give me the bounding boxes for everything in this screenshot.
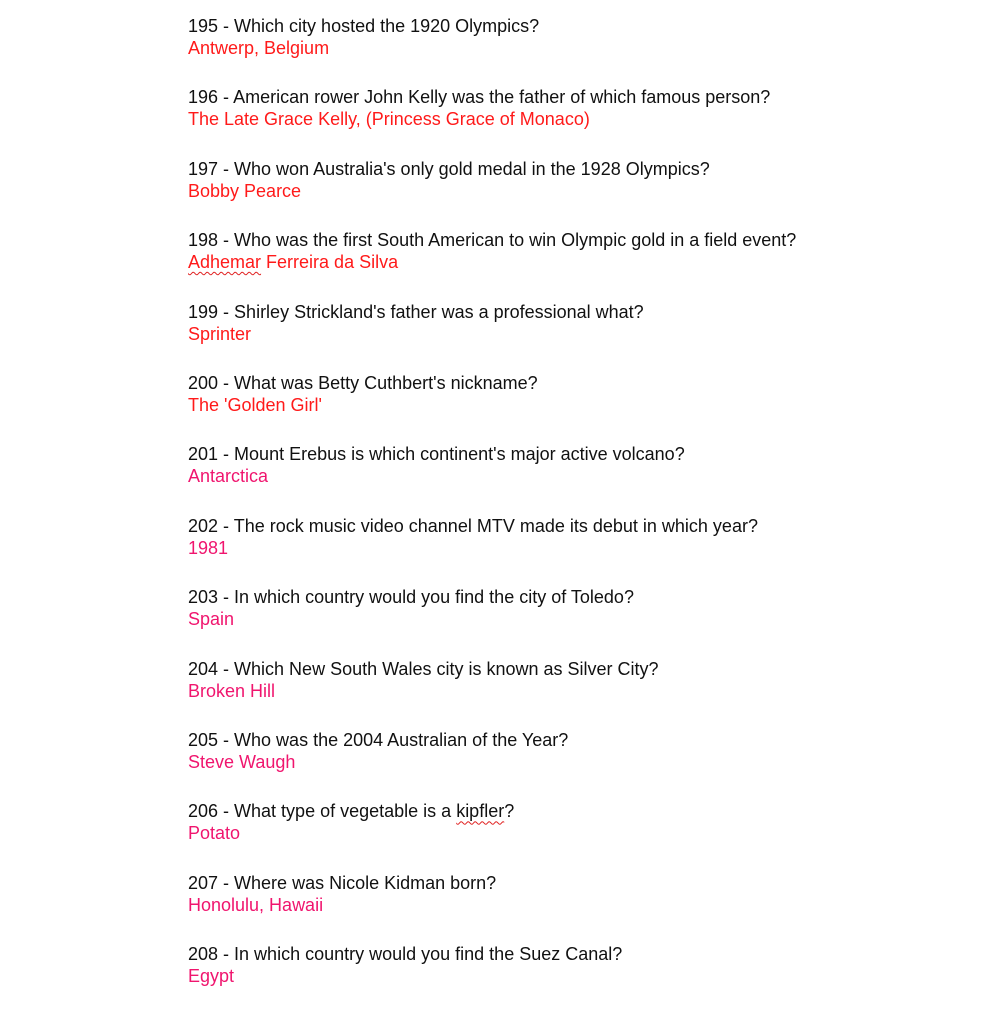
question-body: In which country would you find the city of Toledo? xyxy=(234,587,634,608)
question-number: 198 xyxy=(188,230,219,251)
question-body-end: ? xyxy=(504,801,515,822)
question-body: Who was the 2004 Australian of the Year? xyxy=(234,729,569,750)
quiz-item-199 xyxy=(188,301,988,372)
quiz-item-197 xyxy=(188,158,988,229)
quiz-item-195 xyxy=(188,15,988,86)
question-number: 204 xyxy=(188,658,219,679)
question-text: 201 - Mount Erebus is which continent's major active volcano? xyxy=(188,444,685,465)
quiz-item-204 xyxy=(188,658,988,729)
spellcheck-flagged-word[interactable]: Adhemar xyxy=(188,252,262,273)
question-number: 202 xyxy=(188,515,219,536)
question-number: 197 xyxy=(188,158,219,179)
question-number: 207 xyxy=(188,872,219,893)
question-number: 199 xyxy=(188,301,219,322)
question-text: 200 - What was Betty Cuthbert's nickname? xyxy=(188,372,538,393)
question-number: 201 xyxy=(188,444,219,465)
answer-text: Egypt xyxy=(188,966,235,987)
answer-text: Steve Waugh xyxy=(188,751,296,772)
quiz-item-198 xyxy=(188,229,988,300)
question-number: 206 xyxy=(188,801,219,822)
answer-text: 1981 xyxy=(188,537,229,558)
answer-text: Honolulu, Hawaii xyxy=(188,894,324,915)
quiz-item-206 xyxy=(188,800,988,871)
question-text: 199 - Shirley Strickland's father was a professional what? xyxy=(188,301,644,322)
question-number: 205 xyxy=(188,729,219,750)
question-body: Which city hosted the 1920 Olympics? xyxy=(234,16,540,36)
quiz-item-196 xyxy=(188,86,988,157)
quiz-item-200 xyxy=(188,372,988,443)
answer-text: Spain xyxy=(188,609,235,630)
question-text: 196 - American rower John Kelly was the father of which famous person? xyxy=(188,87,771,108)
question-body: In which country would you find the Suez Canal? xyxy=(234,944,623,965)
answer-text: The 'Golden Girl' xyxy=(188,394,322,415)
question-text: 208 - In which country would you find the Suez Canal? xyxy=(188,944,623,965)
answer-text: Bobby Pearce xyxy=(188,180,302,201)
answer-text: Sprinter xyxy=(188,323,252,344)
question-number: 195 xyxy=(188,16,219,36)
question-text: 195 - Which city hosted the 1920 Olympics? xyxy=(188,16,540,36)
question-body: American rower John Kelly was the father of which famous person? xyxy=(233,87,771,108)
quiz-item-207 xyxy=(188,872,988,943)
question-number: 208 xyxy=(188,944,219,965)
question-body-start: What type of vegetable is a xyxy=(234,801,457,822)
quiz-document xyxy=(188,15,988,1014)
question-text: 198 - Who was the first South American to win Olympic gold in a field event? xyxy=(188,230,797,251)
answer-text: The Late Grace Kelly, (Princess Grace of Monaco) xyxy=(188,109,590,130)
question-body: Who was the first South American to win Olympic gold in a field event? xyxy=(234,230,797,251)
question-text: 205 - Who was the 2004 Australian of the Year? xyxy=(188,729,569,750)
question-number: 203 xyxy=(188,587,219,608)
answer-text: Antarctica xyxy=(188,466,269,487)
answer-text xyxy=(188,251,988,273)
question-body: Where was Nicole Kidman born? xyxy=(234,872,497,893)
spellcheck-flagged-word[interactable]: kipfler xyxy=(456,801,505,822)
quiz-item-203 xyxy=(188,586,988,657)
quiz-item-202 xyxy=(188,515,988,586)
question-body: Who won Australia's only gold medal in the 1928 Olympics? xyxy=(234,158,710,179)
quiz-item-205 xyxy=(188,729,988,800)
question-text: 203 - In which country would you find the city of Toledo? xyxy=(188,587,634,608)
question-text: 206 - What type of vegetable is a kipfler? xyxy=(188,801,515,822)
answer-text: Antwerp, Belgium xyxy=(188,38,330,58)
question-number: 200 xyxy=(188,372,219,393)
question-body: The rock music video channel MTV made its debut in which year? xyxy=(233,515,758,536)
question-body: Which New South Wales city is known as Silver City? xyxy=(234,658,659,679)
question-text: 202 - The rock music video channel MTV made its debut in which year? xyxy=(188,515,758,536)
question-body: What was Betty Cuthbert's nickname? xyxy=(234,372,538,393)
question-text: 207 - Where was Nicole Kidman born? xyxy=(188,872,497,893)
question-text: 204 - Which New South Wales city is known as Silver City? xyxy=(188,658,659,679)
question-number: 196 xyxy=(188,87,219,108)
answer-text: Potato xyxy=(188,823,241,844)
question-body: Shirley Strickland's father was a professional what? xyxy=(234,301,644,322)
question-body: Mount Erebus is which continent's major active volcano? xyxy=(234,444,685,465)
quiz-item-208 xyxy=(188,943,988,1014)
question-text: 197 - Who won Australia's only gold medal in the 1928 Olympics? xyxy=(188,158,710,179)
answer-remainder: Ferreira da Silva xyxy=(261,252,399,273)
answer-text: Broken Hill xyxy=(188,680,276,701)
quiz-item-201 xyxy=(188,443,988,514)
